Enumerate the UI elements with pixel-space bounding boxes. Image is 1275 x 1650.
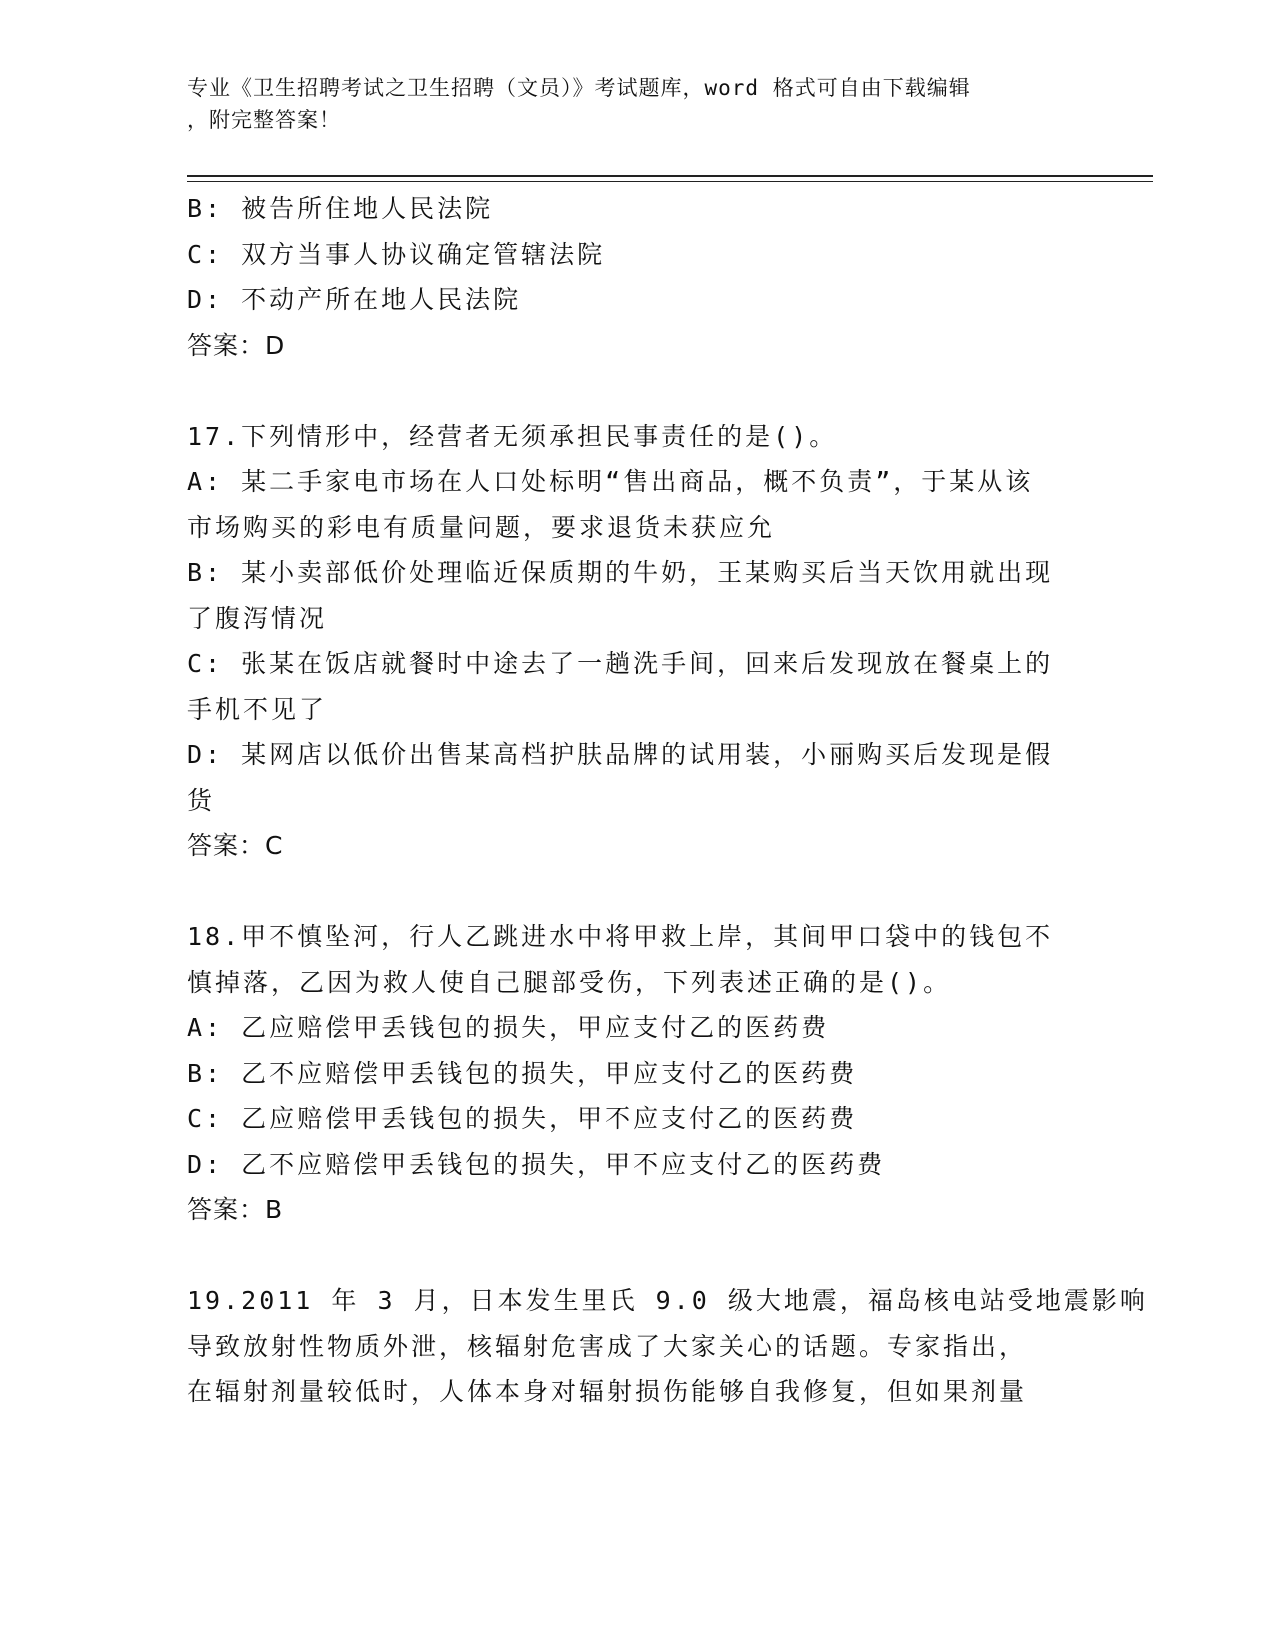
option-c: C: 张某在饭店就餐时中途去了一趟洗手间，回来后发现放在餐桌上的 bbox=[187, 649, 1054, 678]
answer-line: 答案：B bbox=[187, 1195, 284, 1224]
option-d: D: 某网店以低价出售某高档护肤品牌的试用装，小丽购买后发现是假 bbox=[187, 740, 1054, 769]
question-stem: 17.下列情形中，经营者无须承担民事责任的是()。 bbox=[187, 421, 838, 451]
option-c-continued: 手机不见了 bbox=[187, 694, 328, 724]
option-b: B: 被告所住地人民法院 bbox=[187, 194, 494, 223]
option-a-continued: 市场购买的彩电有质量问题，要求退货未获应允 bbox=[187, 512, 776, 542]
question-17 bbox=[187, 414, 1067, 869]
header-line-2: ，附完整答案！ bbox=[187, 108, 341, 132]
option-b: B: 乙不应赔偿甲丢钱包的损失，甲应支付乙的医药费 bbox=[187, 1058, 858, 1088]
document-header bbox=[187, 72, 1067, 136]
option-c: C: 乙应赔偿甲丢钱包的损失，甲不应支付乙的医药费 bbox=[187, 1104, 858, 1133]
question-stem: 19.2011 年 3 月，日本发生里氏 9.0 级大地震，福岛核电站受地震影响 bbox=[187, 1286, 1148, 1315]
question-spacer bbox=[187, 869, 1067, 915]
question-list bbox=[187, 186, 1148, 1415]
option-b-continued: 了腹泻情况 bbox=[187, 603, 328, 633]
question-18 bbox=[187, 914, 1067, 1233]
option-a: A: 乙应赔偿甲丢钱包的损失，甲应支付乙的医药费 bbox=[187, 1013, 830, 1042]
answer-line: 答案：C bbox=[187, 831, 284, 860]
option-d: D: 不动产所在地人民法院 bbox=[187, 285, 522, 314]
question-16-tail bbox=[187, 186, 1067, 368]
header-divider-thin bbox=[187, 181, 1153, 182]
option-a: A: 某二手家电市场在人口处标明“售出商品，概不负责”，于某从该 bbox=[187, 467, 1034, 496]
question-19 bbox=[187, 1278, 1148, 1415]
question-spacer bbox=[187, 1233, 1067, 1279]
question-spacer bbox=[187, 368, 1067, 414]
option-c: C: 双方当事人协议确定管辖法院 bbox=[187, 239, 606, 269]
option-d: D: 乙不应赔偿甲丢钱包的损失，甲不应支付乙的医药费 bbox=[187, 1149, 886, 1179]
option-d-continued: 货 bbox=[187, 785, 216, 815]
question-stem-continued: 导致放射性物质外泄，核辐射危害成了大家关心的话题。专家指出， bbox=[187, 1331, 1028, 1361]
header-divider-thick bbox=[187, 175, 1153, 177]
header-line-1: 专业《卫生招聘考试之卫生招聘（文员）》考试题库，word 格式可自由下载编辑 bbox=[187, 76, 971, 100]
question-stem-continued: 慎掉落，乙因为救人使自己腿部受伤，下列表述正确的是()。 bbox=[187, 967, 952, 997]
question-stem-continued: 在辐射剂量较低时，人体本身对辐射损伤能够自我修复，但如果剂量 bbox=[187, 1377, 1028, 1406]
option-b: B: 某小卖部低价处理临近保质期的牛奶，王某购买后当天饮用就出现 bbox=[187, 558, 1054, 587]
question-stem: 18.甲不慎坠河，行人乙跳进水中将甲救上岸，其间甲口袋中的钱包不 bbox=[187, 922, 1054, 951]
answer-line: 答案：D bbox=[187, 330, 286, 360]
